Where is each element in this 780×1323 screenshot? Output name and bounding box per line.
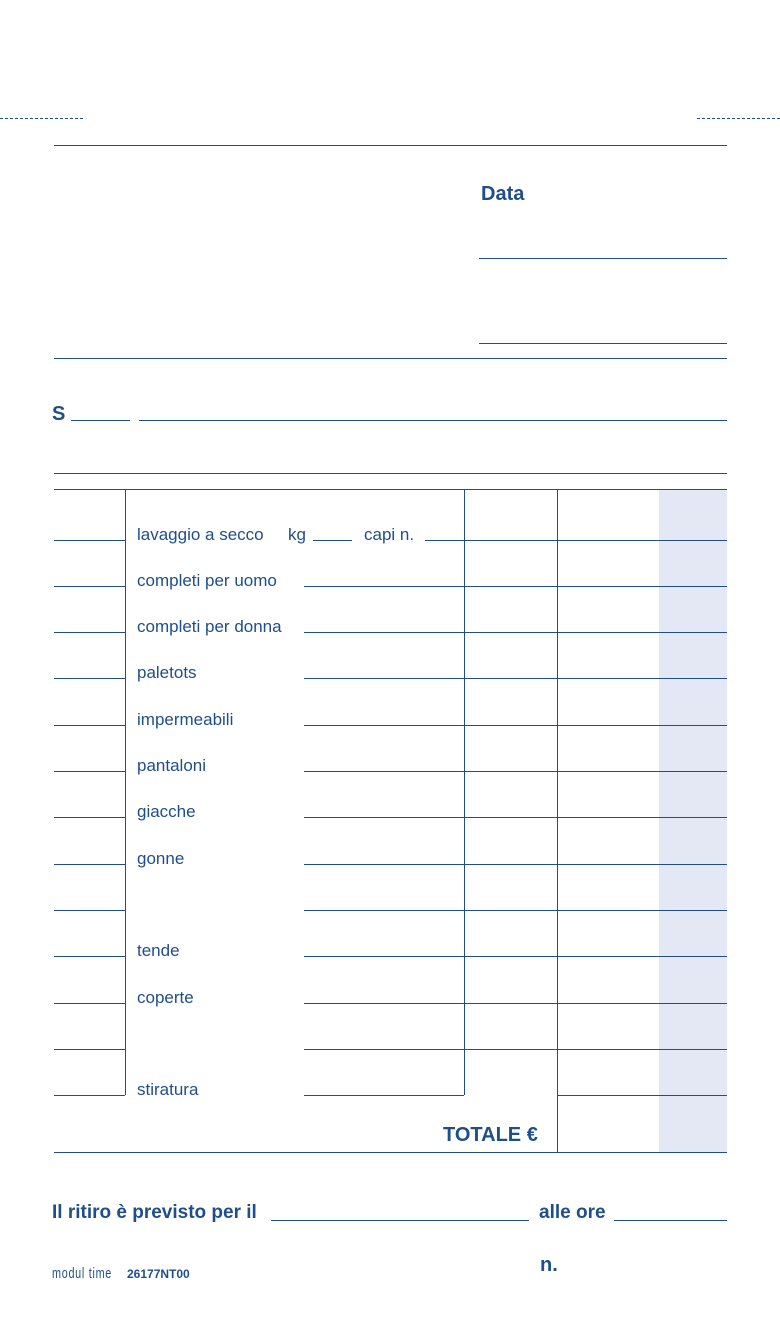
sender-short-line[interactable] <box>71 420 130 421</box>
qty-line[interactable] <box>54 632 125 633</box>
time-text: alle ore <box>539 1202 606 1223</box>
total-text: TOTALE <box>443 1124 522 1146</box>
row-label: gonne <box>137 849 185 868</box>
row-label: stiratura <box>137 1080 199 1099</box>
desc-line[interactable] <box>304 1003 464 1004</box>
row-label: tende <box>137 941 180 960</box>
price-line[interactable] <box>464 586 727 587</box>
price-line[interactable] <box>464 632 727 633</box>
price-line[interactable] <box>464 1003 727 1004</box>
currency-symbol: € <box>526 1124 538 1146</box>
qty-line[interactable] <box>54 540 125 541</box>
table-vline-1 <box>125 489 126 1095</box>
price-line[interactable] <box>464 540 727 541</box>
row0-pieces-field[interactable] <box>425 540 464 541</box>
total-label <box>443 1125 538 1145</box>
price-line[interactable] <box>464 910 727 911</box>
qty-line[interactable] <box>54 956 125 957</box>
price-line[interactable] <box>464 864 727 865</box>
row-label: giacche <box>137 802 196 821</box>
qty-line[interactable] <box>54 725 125 726</box>
price-line[interactable] <box>464 956 727 957</box>
pickup-time-field[interactable] <box>614 1220 727 1221</box>
qty-line[interactable] <box>54 771 125 772</box>
desc-line[interactable] <box>304 1049 464 1050</box>
qty-line[interactable] <box>54 1003 125 1004</box>
table-vline-2 <box>464 489 465 1095</box>
header-bottom-rule <box>54 358 727 359</box>
sender-long-line[interactable] <box>139 420 727 421</box>
table-top-rule <box>54 489 727 490</box>
price-line[interactable] <box>464 1049 727 1050</box>
desc-line[interactable] <box>304 956 464 957</box>
table-bottom-rule <box>54 1152 727 1153</box>
pickup-date-field[interactable] <box>271 1220 529 1221</box>
sender-prefix: S <box>52 403 66 425</box>
desc-line[interactable] <box>304 725 464 726</box>
row0-kg-field[interactable] <box>313 540 352 541</box>
desc-line[interactable] <box>304 771 464 772</box>
row-label: impermeabili <box>137 710 234 729</box>
price-line[interactable] <box>464 771 727 772</box>
qty-line[interactable] <box>54 678 125 679</box>
form-code: 26177NT00 <box>127 1267 190 1281</box>
qty-line[interactable] <box>54 586 125 587</box>
desc-line[interactable] <box>304 817 464 818</box>
qty-line[interactable] <box>54 864 125 865</box>
price-line[interactable] <box>557 1095 727 1096</box>
perforation-right <box>697 118 780 119</box>
desc-line[interactable] <box>304 1095 464 1096</box>
price-line[interactable] <box>464 725 727 726</box>
sender-second-line[interactable] <box>54 473 727 474</box>
row0-kg-label: kg <box>288 525 306 544</box>
price-line[interactable] <box>464 678 727 679</box>
qty-line[interactable] <box>54 910 125 911</box>
date-line-1[interactable] <box>479 258 727 259</box>
row-label: completi per uomo <box>137 571 277 590</box>
date-line-2[interactable] <box>479 343 727 344</box>
qty-line[interactable] <box>54 817 125 818</box>
number-label: n. <box>540 1254 558 1276</box>
price-line[interactable] <box>464 817 727 818</box>
desc-line[interactable] <box>304 678 464 679</box>
row-label: completi per donna <box>137 617 282 636</box>
pickup-text: Il ritiro è previsto per il <box>52 1202 257 1223</box>
table-vline-3 <box>557 489 558 1152</box>
qty-line[interactable] <box>54 1049 125 1050</box>
row-label: pantaloni <box>137 756 207 775</box>
row-label: coperte <box>137 988 194 1007</box>
row0-pieces-label: capi n. <box>364 525 415 544</box>
row-label: paletots <box>137 663 197 682</box>
desc-line[interactable] <box>304 586 464 587</box>
qty-line[interactable] <box>54 1095 125 1096</box>
date-label: Data <box>481 183 525 205</box>
top-rule <box>54 145 727 146</box>
brand-logo: modul time <box>52 1265 113 1282</box>
desc-line[interactable] <box>304 864 464 865</box>
desc-line[interactable] <box>304 632 464 633</box>
perforation-left <box>0 118 83 119</box>
amount-column-shade <box>659 489 727 1152</box>
desc-line[interactable] <box>304 910 464 911</box>
row0-label: lavaggio a secco <box>137 525 264 544</box>
